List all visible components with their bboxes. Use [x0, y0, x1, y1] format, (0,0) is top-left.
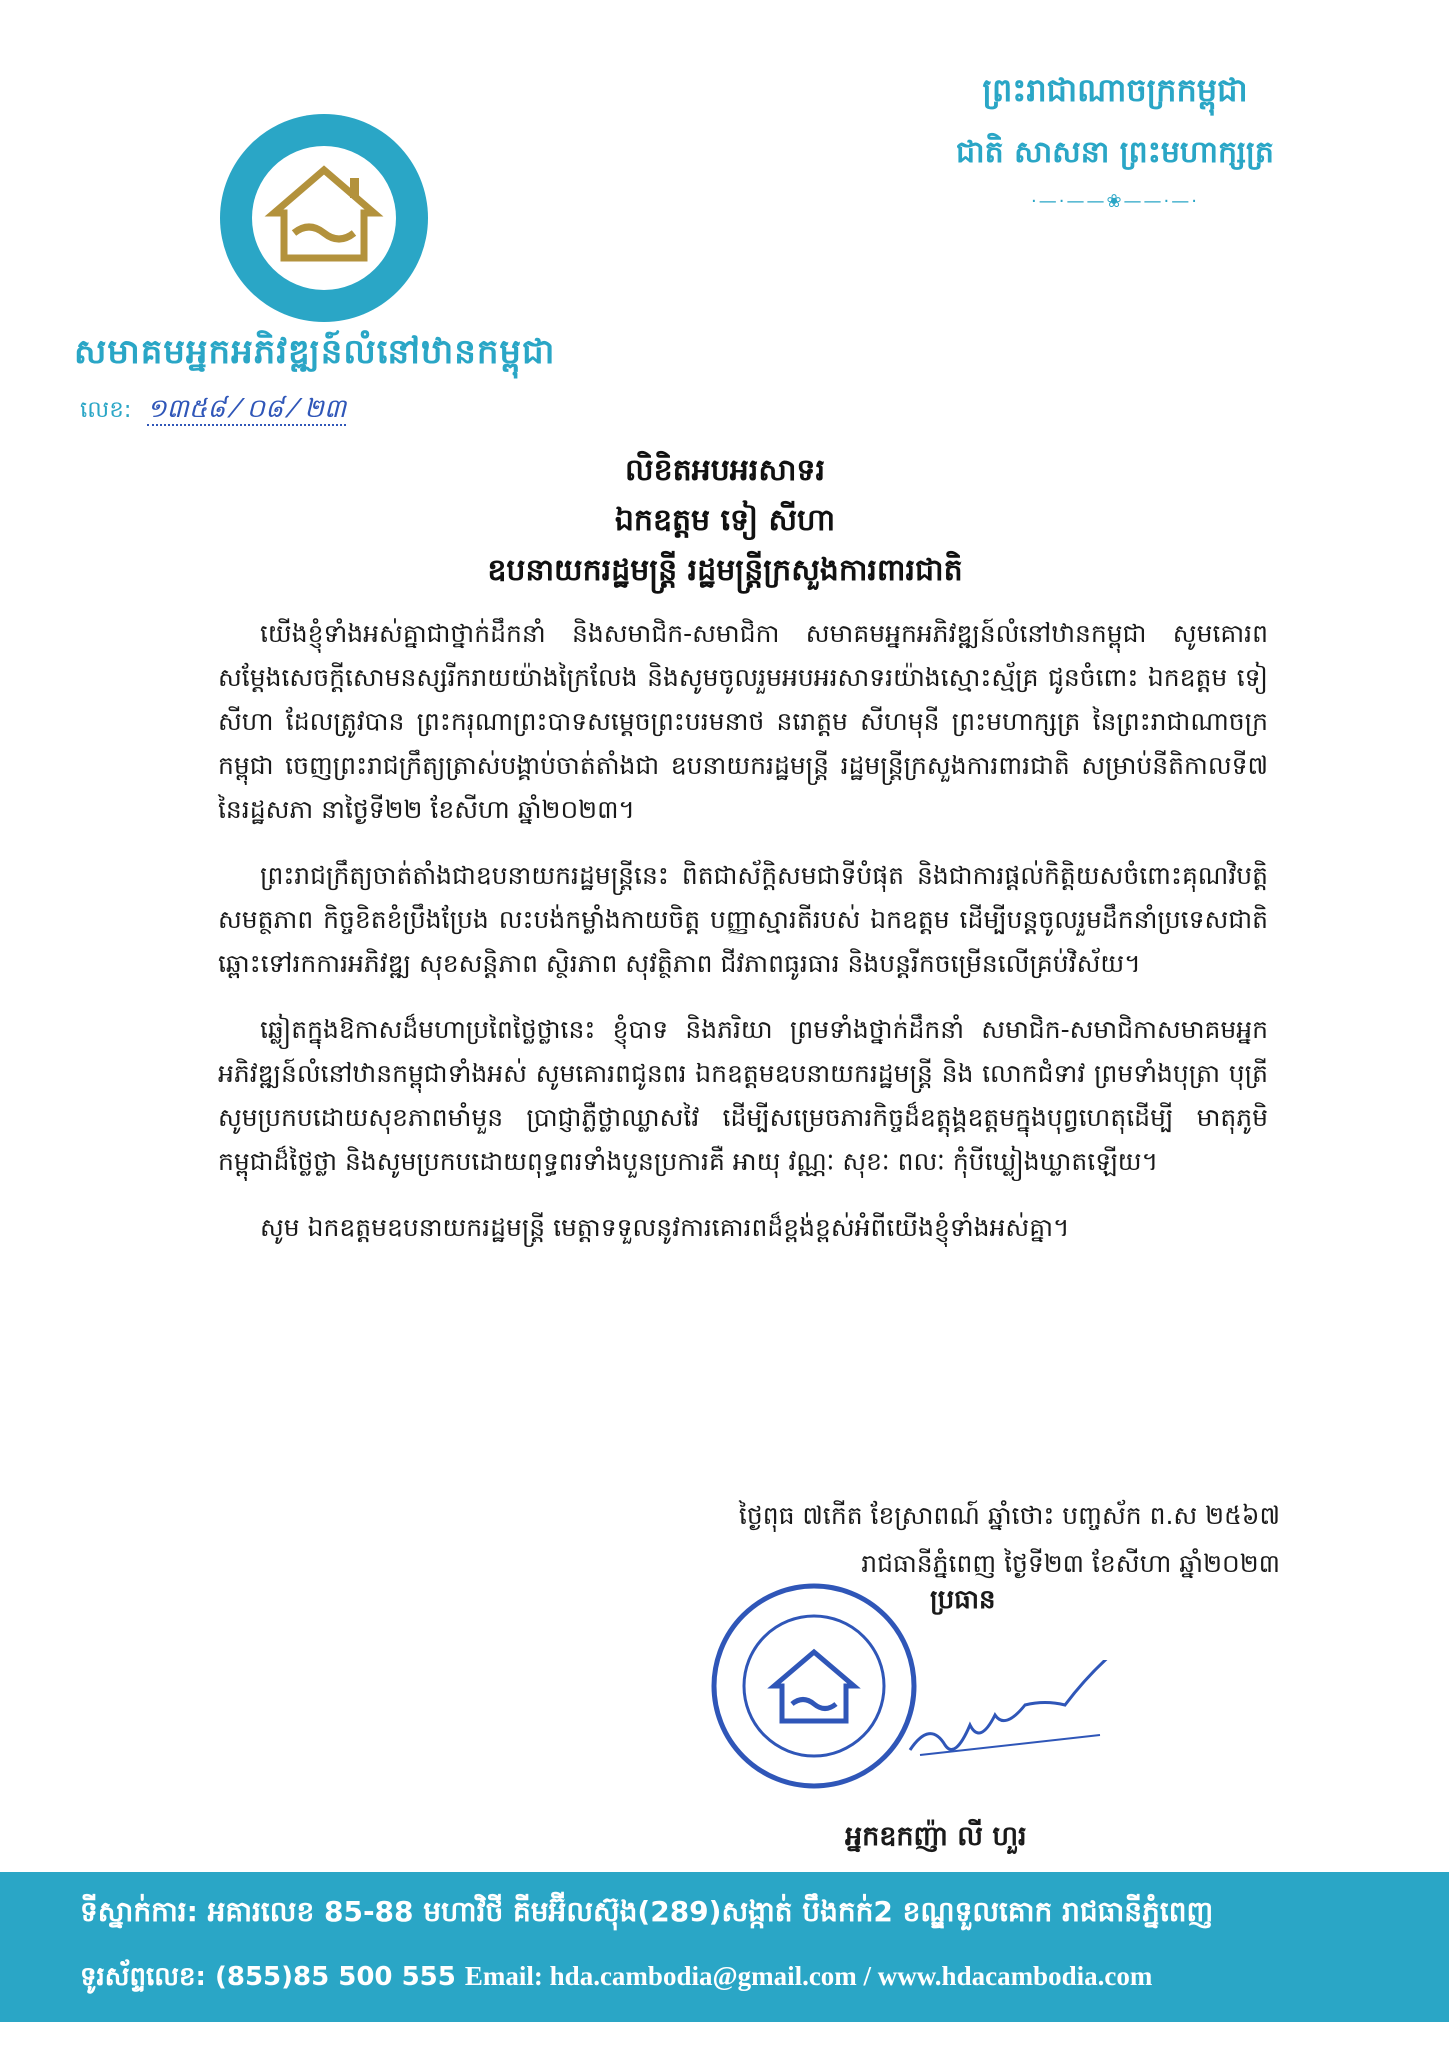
letter-body [218, 612, 1268, 1272]
paragraph-1: យើងខ្ញុំទាំងអស់គ្នាជាថ្នាក់ដឹកនាំ និងសមាជិក-សមាជិកា សមាគមអ្នកអភិវឌ្ឍន៍លំនៅឋានកម្ពុជា សូមគោរពសម្ដែងសេចក្ដីសោមនស្សរីករាយយ៉ាងក្រៃលែង និងសូមចូលរួមអបអរសាទរយ៉ាងស្មោះស្ម័គ្រ ជូនចំពោះ ឯកឧត្តម ទៀ សីហា ដែលត្រូវបាន ព្រះករុណាព្រះបាទសម្ដេចព្រះបរមនាថ នរោត្តម សីហមុនី ព្រះមហាក្សត្រ នៃព្រះរាជាណាចក្រកម្ពុជា ចេញព្រះរាជក្រឹត្យត្រាស់បង្គាប់ចាត់តាំងជា ឧបនាយករដ្ឋមន្ត្រី រដ្ឋមន្ត្រីក្រសួងការពារជាតិ សម្រាប់នីតិកាលទី៧ នៃរដ្ឋសភា នាថ្ងៃទី២២ ខែសីហា ឆ្នាំ២០២៣។ [218, 619, 1268, 824]
reference-number-row [80, 392, 346, 430]
lunar-date: ថ្ងៃពុធ ៧កើត ខែស្រាពណ៍ ឆ្នាំថោះ បញ្ចស័ក ព.ស ២៥៦៧ [738, 1501, 1280, 1530]
footer-phone: ទូរស័ព្ទលេខ: (855)85 500 555 [80, 1962, 456, 1992]
letter-headings [260, 446, 1190, 596]
organization-name: សមាគមអ្នកអភិវឌ្ឍន៍លំនៅឋានកម្ពុជា [74, 332, 556, 372]
footer-email: Email: hda.cambodia@gmail.com / www.hdacambodia.com [464, 1961, 1153, 1991]
letter-title: លិខិតអបអរសាទរ [625, 453, 825, 488]
closing-dates [640, 1492, 1280, 1588]
paragraph-4: សូម ឯកឧត្តមឧបនាយករដ្ឋមន្ត្រី មេត្តាទទួលនូវការគោរពដ៏ខ្ពង់ខ្ពស់អំពីយើងខ្ញុំទាំងអស់គ្នា។ [260, 1213, 1070, 1242]
reference-number: ១៣៥៨ ⁄ ០៨ ⁄ ២៣ [146, 394, 347, 424]
place-date: រាជធានីភ្នំពេញ ថ្ងៃទី២៣ ខែសីហា ឆ្នាំ២០២៣ [861, 1549, 1280, 1578]
paragraph-3: ឆ្លៀតក្នុងឱកាសដ៏មហាប្រពៃថ្លៃថ្លានេះ ខ្ញុំបាទ និងភរិយា ព្រមទាំងថ្នាក់ដឹកនាំ សមាជិក-សមាជិកាសមាគមអ្នកអភិវឌ្ឍន៍លំនៅឋានកម្ពុជាទាំងអស់ សូមគោរពជូនពរ ឯកឧត្តមឧបនាយករដ្ឋមន្ត្រី និង លោកជំទាវ ព្រមទាំងបុត្រា បុត្រី សូមប្រកបដោយសុខភាពមាំមួន ប្រាជ្ញាភ្លឺថ្លាឈ្លាសវៃ ដើម្បីសម្រេចភារកិច្ចដ៏ឧត្តុង្គឧត្តមក្នុងបុព្វហេតុដើម្បី មាតុភូមិកម្ពុជាដ៏ថ្លៃថ្លា និងសូមប្រកបដោយពុទ្ធពរទាំងបួនប្រការគឺ អាយុ វណ្ណៈ សុខៈ ពលៈ កុំបីឃ្លៀងឃ្លាតឡើយ។ [218, 1015, 1268, 1176]
reference-label: លេខ: [80, 397, 132, 423]
ornament-divider: ·—·——❀——·—· [1031, 191, 1199, 212]
footer-contact [0, 1872, 1449, 2022]
kingdom-motto [900, 70, 1330, 212]
association-logo [214, 108, 434, 328]
national-motto: ជាតិ សាសនា ព្រះមហាក្សត្រ [956, 135, 1274, 170]
official-stamp [704, 1576, 924, 1796]
footer-phone-email [80, 1960, 1152, 1998]
signer-name: អ្នកឧកញ៉ា លី ហួរ [845, 1821, 1027, 1852]
handwritten-signature [900, 1660, 1150, 1780]
footer-address: ទីស្នាក់ការ: អគារលេខ 85-88 មហាវិថី គីមអ៊ីលស៊ុង(289)សង្កាត់ បឹងកក់2 ខណ្ឌទួលគោក រាជធានីភ្នំពេញ [80, 1895, 1214, 1928]
recipient-position: ឧបនាយករដ្ឋមន្ត្រី រដ្ឋមន្ត្រីក្រសួងការពារជាតិ [487, 553, 963, 588]
signer-title: ប្រធាន [930, 1585, 996, 1615]
kingdom-title: ព្រះរាជាណាចក្រកម្ពុជា [982, 71, 1248, 109]
recipient-name: ឯកឧត្តម ទៀ សីហា [614, 503, 836, 538]
house-handshake-icon [214, 108, 434, 328]
paragraph-2: ព្រះរាជក្រឹត្យចាត់តាំងជាឧបនាយករដ្ឋមន្ត្រីនេះ ពិតជាស័ក្តិសមជាទីបំផុត និងជាការផ្ដល់កិត្តិយសចំពោះគុណវិបត្តិ សមត្ថភាព កិច្ចខិតខំប្រឹងប្រែង លះបង់កម្លាំងកាយចិត្ត បញ្ញាស្មារតីរបស់ ឯកឧត្តម ដើម្បីបន្តចូលរួមដឹកនាំប្រទេសជាតិឆ្ពោះទៅរកការអភិវឌ្ឍ សុខសន្តិភាព ស្ថិរភាព សុវត្ថិភាព ជីវភាពធូរធារ និងបន្តរីកចម្រើនលើគ្រប់វិស័យ។ [218, 861, 1268, 978]
